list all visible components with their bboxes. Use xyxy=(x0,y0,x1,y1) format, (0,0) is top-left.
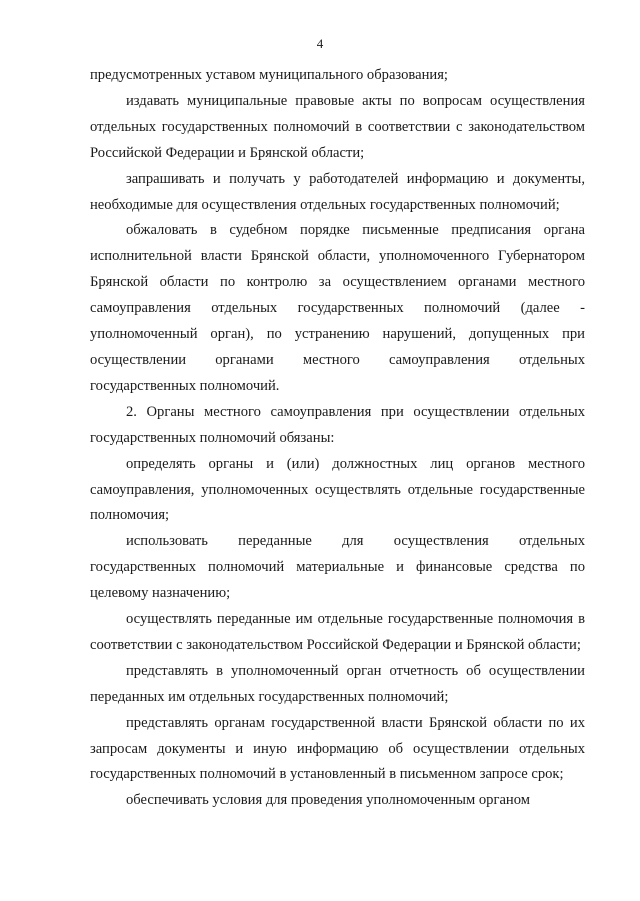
paragraph-submit-reports: представлять в уполномоченный орган отчетность об осуществлении переданных им отдельных государственных полномочий; xyxy=(90,662,585,705)
paragraph-provide-documents: представлять органам государственной власти Брянской области по их запросам документы и иную информацию об осуществлении отдельных государственных полномочий в установленный в письменном запросе срок; xyxy=(90,714,585,783)
document-body xyxy=(90,63,585,814)
paragraph-ensure-conditions: обеспечивать условия для проведения уполномоченным органом xyxy=(126,792,530,809)
paragraph-issue-legal-acts: издавать муниципальные правовые акты по вопросам осуществления отдельных государственных полномочий в соответствии с законодательством Российской Федерации и Брянской области; xyxy=(90,92,585,161)
paragraph-designate-bodies: определять органы и (или) должностных лиц органов местного самоуправления, уполномоченных осуществлять отдельные государственные полномочия; xyxy=(90,455,585,524)
paragraph-use-resources: использовать переданные для осуществления отдельных государственных полномочий материальные и финансовые средства по целевому назначению; xyxy=(90,533,585,602)
paragraph-continuation: предусмотренных уставом муниципального образования; xyxy=(90,67,448,83)
paragraph-exercise-powers: осуществлять переданные им отдельные государственные полномочия в соответствии с законодательством Российской Федерации и Брянской области; xyxy=(90,611,585,653)
paragraph-appeal-orders: обжаловать в судебном порядке письменные предписания органа исполнительной власти Брянской области, уполномоченного Губернатором Брянской области по контролю за осуществлением органами местного самоуправления отдельных государственных полномочий (далее - уполномоченный орган), по устранению нарушений, допущенных при осуществлении органами местного самоуправления отдельных государственных полномочий. xyxy=(90,222,585,394)
paragraph-section-2-heading: 2. Органы местного самоуправления при осуществлении отдельных государственных полномочий обязаны: xyxy=(90,403,585,446)
page-number: 4 xyxy=(316,36,324,51)
paragraph-request-information: запрашивать и получать у работодателей информацию и документы, необходимые для осуществления отдельных государственных полномочий; xyxy=(90,170,585,213)
